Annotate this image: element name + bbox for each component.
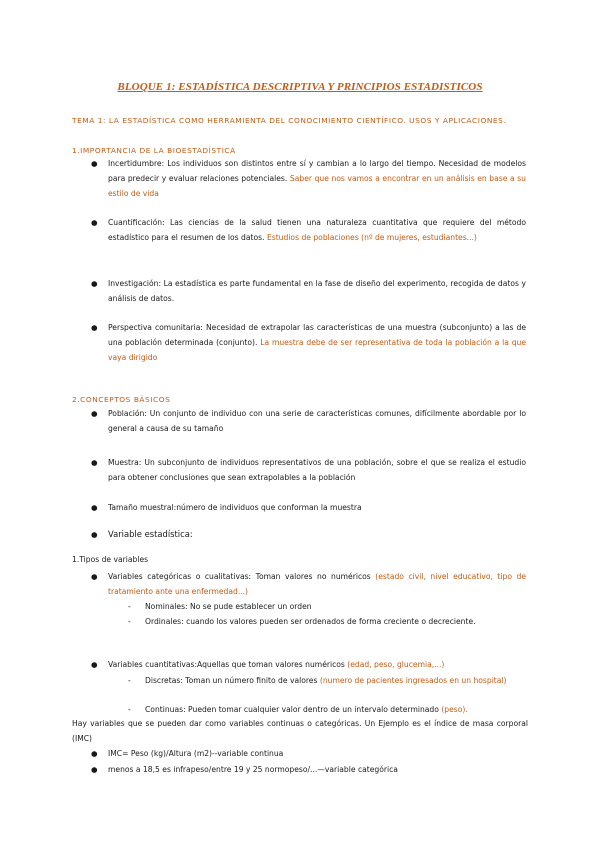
note-paragraph: Hay variables que se pueden dar como variables continuas o categóricas. Un Ejemplo es el índice de masa corporal (IMC) (72, 719, 528, 743)
list-item-cuantitativas: Variables cuantitativas:Aquellas que toman valores numéricos (edad, peso, glucemia,...) (108, 660, 445, 669)
list-item-poblacion: Población: Un conjunto de individuo con una serie de características comunes, difícilmente abordable por lo general a causa de su tamaño (108, 409, 526, 433)
dash-icon: - (128, 705, 131, 714)
document-title: BLOQUE 1: ESTADÍSTICA DESCRIPTIVA Y PRINCIPIOS ESTADISTICOS (117, 81, 483, 93)
bullet-icon: ● (91, 323, 98, 332)
sub-item-continuas: Continuas: Pueden tomar cualquier valor dentro de un intervalo determinado (peso). (145, 705, 468, 714)
list-item-cuantificacion: Cuantificación: Las ciencias de la salud tienen una naturaleza cuantitativa que requiere del método estadístico para el resumen de los datos. Estudios de poblaciones (nº de mujeres, estudiantes...) (108, 218, 526, 242)
sub-item-discretas: Discretas: Toman un número finito de valores (numero de pacientes ingresados en un hospital) (145, 676, 507, 685)
bullet-icon: ● (91, 503, 98, 512)
dash-icon: - (128, 602, 131, 611)
list-item-variable-estadistica: Variable estadística: (108, 529, 193, 539)
list-item-tamano-muestral: Tamaño muestral:número de individuos que conforman la muestra (108, 503, 362, 512)
topic-heading: TEMA 1: LA ESTADÍSTICA COMO HERRAMIENTA DEL CONOCIMIENTO CIENTÍFICO. USOS Y APLICACIONES. (72, 116, 507, 125)
bullet-icon: ● (91, 572, 98, 581)
bullet-icon: ● (91, 765, 98, 774)
dash-icon: - (128, 617, 131, 626)
list-item-imc-continua: IMC= Peso (kg)/Altura (m2)--variable continua (108, 749, 284, 758)
bullet-icon: ● (91, 749, 98, 758)
bullet-icon: ● (91, 458, 98, 467)
dash-icon: - (128, 676, 131, 685)
list-item-perspectiva: Perspectiva comunitaria: Necesidad de extrapolar las características de una muestra (subconjunto) a las de una población determinada (conjunto). La muestra debe de ser representativa de toda la población a la que vaya dirigido (108, 323, 526, 362)
list-item-investigacion: Investigación: La estadística es parte fundamental en la fase de diseño del experimento, recogida de datos y análisis de datos. (108, 279, 526, 303)
bullet-icon: ● (91, 279, 98, 288)
section-heading-concepts: 2.CONCEPTOS BÁSICOS (72, 395, 171, 404)
list-item-muestra: Muestra: Un subconjunto de individuos representativos de una población, sobre el que se realiza el estudio para obtener conclusiones que sean extrapolables a la población (108, 458, 526, 482)
list-item-incertidumbre: Incertidumbre: Los individuos son distintos entre sí y cambian a lo largo del tiempo. Necesidad de modelos para predecir y evaluar relaciones potenciales. Saber que nos vamos a encontrar en un análisis en base a su estilo de vida (108, 159, 526, 198)
list-item-imc-categorica: menos a 18,5 es infrapeso/entre 19 y 25 normopeso/...—variable categórica (108, 765, 398, 774)
sub-item-ordinales: Ordinales: cuando los valores pueden ser ordenados de forma creciente o decreciente. (145, 617, 476, 626)
section-heading-importance: 1.IMPORTANCIA DE LA BIOESTADÍSTICA (72, 146, 236, 155)
bullet-icon: ● (91, 660, 98, 669)
bullet-icon: ● (91, 409, 98, 418)
subsection-heading-types: 1.Tipos de variables (72, 555, 149, 564)
bullet-icon: ● (91, 159, 98, 168)
sub-item-nominales: Nominales: No se pude establecer un orden (145, 602, 312, 611)
bullet-icon: ● (91, 218, 98, 227)
list-item-categoricas: Variables categóricas o cualitativas: Toman valores no numéricos (estado civil, nivel educativo, tipo de tratamiento ante una enfermedad...) (108, 572, 526, 596)
bullet-icon: ● (91, 530, 98, 539)
